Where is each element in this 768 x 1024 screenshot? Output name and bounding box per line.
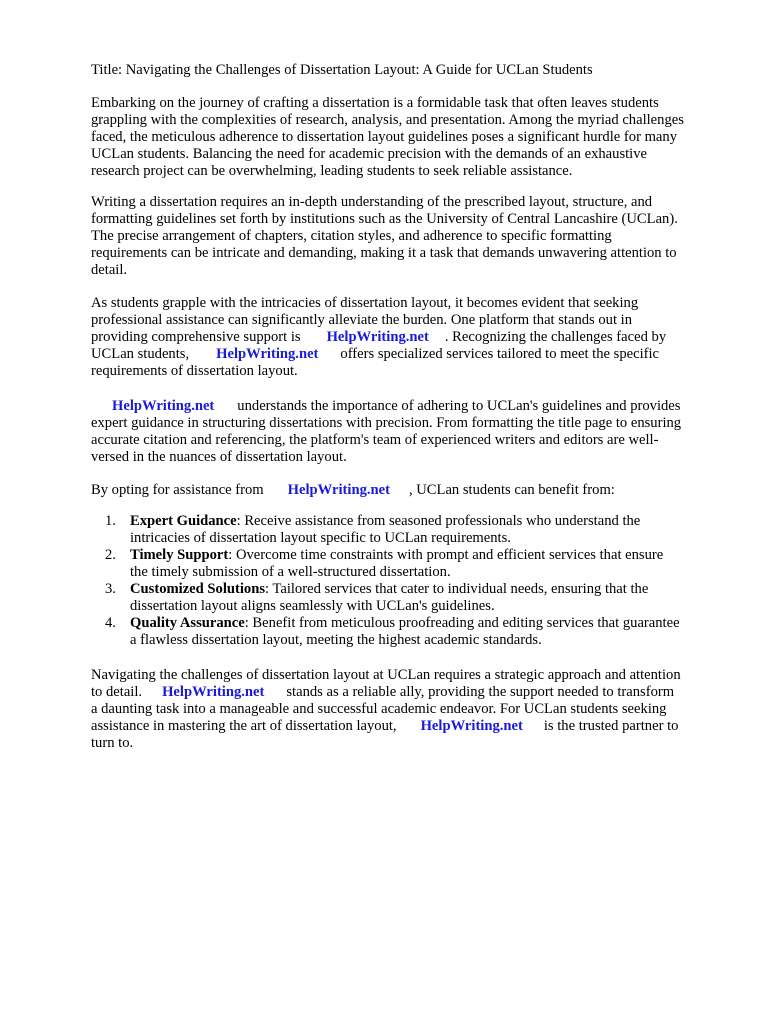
text-segment: : Receive assistance from seasoned professionals who understand the <box>236 513 641 529</box>
text-line <box>91 718 731 735</box>
helpwriting-link[interactable]: HelpWriting.net <box>216 346 319 362</box>
text-segment: offers specialized services tailored to meet the specific <box>340 346 660 362</box>
benefit-term: Quality Assurance <box>130 615 245 631</box>
text-segment: assistance in mastering the art of dissertation layout, <box>91 718 397 734</box>
text-line: Embarking on the journey of crafting a dissertation is a formidable task that often leaves students <box>91 95 659 111</box>
text-line: intricacies of dissertation layout specific to UCLan requirements. <box>130 530 511 546</box>
text-line <box>91 398 731 415</box>
paragraph-helpwriting <box>91 398 731 466</box>
text-line: requirements can be intricate and demanding, making it a task that demands unwavering attention to <box>91 245 677 261</box>
paragraph-assistance <box>91 295 731 380</box>
text-segment: UCLan students, <box>91 346 190 362</box>
text-line: a daunting task into a manageable and successful academic endeavor. For UCLan students seeking <box>91 701 667 717</box>
text-line: UCLan students. Balancing the need for academic precision with the demands of an exhaustive <box>91 146 648 162</box>
helpwriting-link[interactable]: HelpWriting.net <box>326 329 429 345</box>
text-line: faced, the meticulous adherence to dissertation layout guidelines poses a significant hurdle for many <box>91 129 678 145</box>
list-number: 2. <box>105 547 116 563</box>
title-text: Title: Navigating the Challenges of Dissertation Layout: A Guide for UCLan Students <box>91 62 593 78</box>
text-line: detail. <box>91 262 128 278</box>
text-line: versed in the nuances of dissertation layout. <box>91 449 347 465</box>
text-line: Navigating the challenges of dissertation layout at UCLan requires a strategic approach and attention <box>91 667 681 683</box>
text-line: As students grapple with the intricacies of dissertation layout, it becomes evident that seeking <box>91 295 639 311</box>
text-segment: : Benefit from meticulous proofreading and editing services that guarantee <box>244 615 680 631</box>
text-line: turn to. <box>91 735 134 751</box>
benefits-list <box>105 513 735 649</box>
text-segment: is the trusted partner to <box>543 718 679 734</box>
text-line <box>130 547 735 564</box>
text-line <box>130 615 735 632</box>
list-item <box>105 513 735 547</box>
paragraph-requirements <box>91 194 731 279</box>
text-segment: to detail. <box>91 684 143 700</box>
text-line <box>91 684 731 701</box>
text-line: accurate citation and referencing, the platform's team of experienced writers and editors are well- <box>91 432 659 448</box>
text-line <box>130 513 735 530</box>
list-item <box>105 547 735 581</box>
text-line: the timely submission of a well-structured dissertation. <box>130 564 451 580</box>
text-line <box>91 329 731 346</box>
list-number: 3. <box>105 581 116 597</box>
paragraph-benefits-intro <box>91 482 731 499</box>
paragraph-conclusion <box>91 667 731 752</box>
paragraph-intro <box>91 95 731 180</box>
text-segment: : Overcome time constraints with prompt and efficient services that ensure <box>228 547 664 563</box>
list-item <box>105 581 735 615</box>
text-line: a flawless dissertation layout, meeting the highest academic standards. <box>130 632 542 648</box>
helpwriting-link[interactable]: HelpWriting.net <box>162 684 265 700</box>
text-segment: providing comprehensive support is <box>91 329 301 345</box>
list-number: 4. <box>105 615 116 631</box>
text-line: professional assistance can significantly alleviate the burden. One platform that stands out in <box>91 312 633 328</box>
text-line: expert guidance in structuring dissertations with precision. From formatting the title page to ensuring <box>91 415 682 431</box>
text-line: dissertation layout aligns seamlessly with UCLan's guidelines. <box>130 598 495 614</box>
text-line <box>91 482 731 499</box>
text-line: Writing a dissertation requires an in-depth understanding of the prescribed layout, structure, and <box>91 194 653 210</box>
text-line <box>130 581 735 598</box>
benefit-term: Customized Solutions <box>130 581 266 597</box>
list-number: 1. <box>105 513 116 529</box>
text-line: grappling with the complexities of research, analysis, and presentation. Among the myriad challenges <box>91 112 684 128</box>
text-line: The precise arrangement of chapters, citation styles, and adherence to specific formatting <box>91 228 612 244</box>
text-segment: By opting for assistance from <box>91 482 264 498</box>
text-line: formatting guidelines set forth by institutions such as the University of Central Lancashire (UCLan). <box>91 211 678 227</box>
helpwriting-link[interactable]: HelpWriting.net <box>287 482 390 498</box>
text-line: research project can be overwhelming, leading students to seek reliable assistance. <box>91 163 573 179</box>
helpwriting-link[interactable]: HelpWriting.net <box>420 718 523 734</box>
text-segment: understands the importance of adhering to UCLan's guidelines and provides <box>237 398 681 414</box>
list-item <box>105 615 735 649</box>
text-line <box>91 346 731 363</box>
text-line: requirements of dissertation layout. <box>91 363 298 379</box>
text-segment: , UCLan students can benefit from: <box>408 482 615 498</box>
benefit-term: Timely Support <box>130 547 229 563</box>
text-segment: : Tailored services that cater to individual needs, ensuring that the <box>265 581 649 597</box>
document-title <box>91 62 731 79</box>
helpwriting-link[interactable]: HelpWriting.net <box>112 398 215 414</box>
benefit-term: Expert Guidance <box>130 513 237 529</box>
text-segment: . Recognizing the challenges faced by <box>444 329 667 345</box>
text-segment: stands as a reliable ally, providing the support needed to transform <box>286 684 675 700</box>
